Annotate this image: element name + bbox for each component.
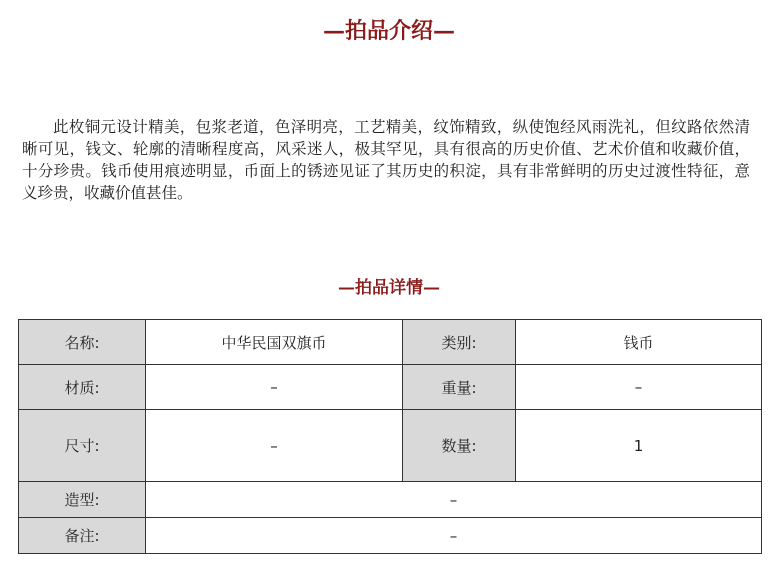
table-row [19,320,762,365]
quantity-value: 1 [516,410,762,482]
intro-title: —拍品介绍— [322,18,455,44]
category-label: 类别: [403,320,516,365]
shape-value: – [146,482,762,518]
quantity-label: 数量: [403,410,516,482]
intro-text: 此枚铜元设计精美，包浆老道，色泽明亮，工艺精美，纹饰精致，纵使饱经风雨洗礼，但纹路依然清晰可见，钱文、轮廓的清晰程度高，风采迷人，极其罕见，具有很高的历史价值、艺术价值和收藏价值，十分珍贵。钱币使用痕迹明显，币面上的锈迹见证了其历史的积淀，具有非常鲜明的历史过渡性特征，意义珍贵，收藏价值甚佳。 [22,118,750,202]
material-value: – [146,365,403,410]
table-row [19,365,762,410]
details-table [18,319,762,554]
category-value: 钱币 [516,320,762,365]
table-row [19,410,762,482]
table-row [19,482,762,518]
remark-label: 备注: [19,518,146,554]
material-label: 材质: [19,365,146,410]
name-label: 名称: [19,320,146,365]
weight-value: – [516,365,762,410]
name-value: 中华民国双旗币 [146,320,403,365]
shape-label: 造型: [19,482,146,518]
details-title: —拍品详情— [338,278,440,298]
size-label: 尺寸: [19,410,146,482]
table-row [19,518,762,554]
size-value: – [146,410,403,482]
remark-value: – [146,518,762,554]
weight-label: 重量: [403,365,516,410]
